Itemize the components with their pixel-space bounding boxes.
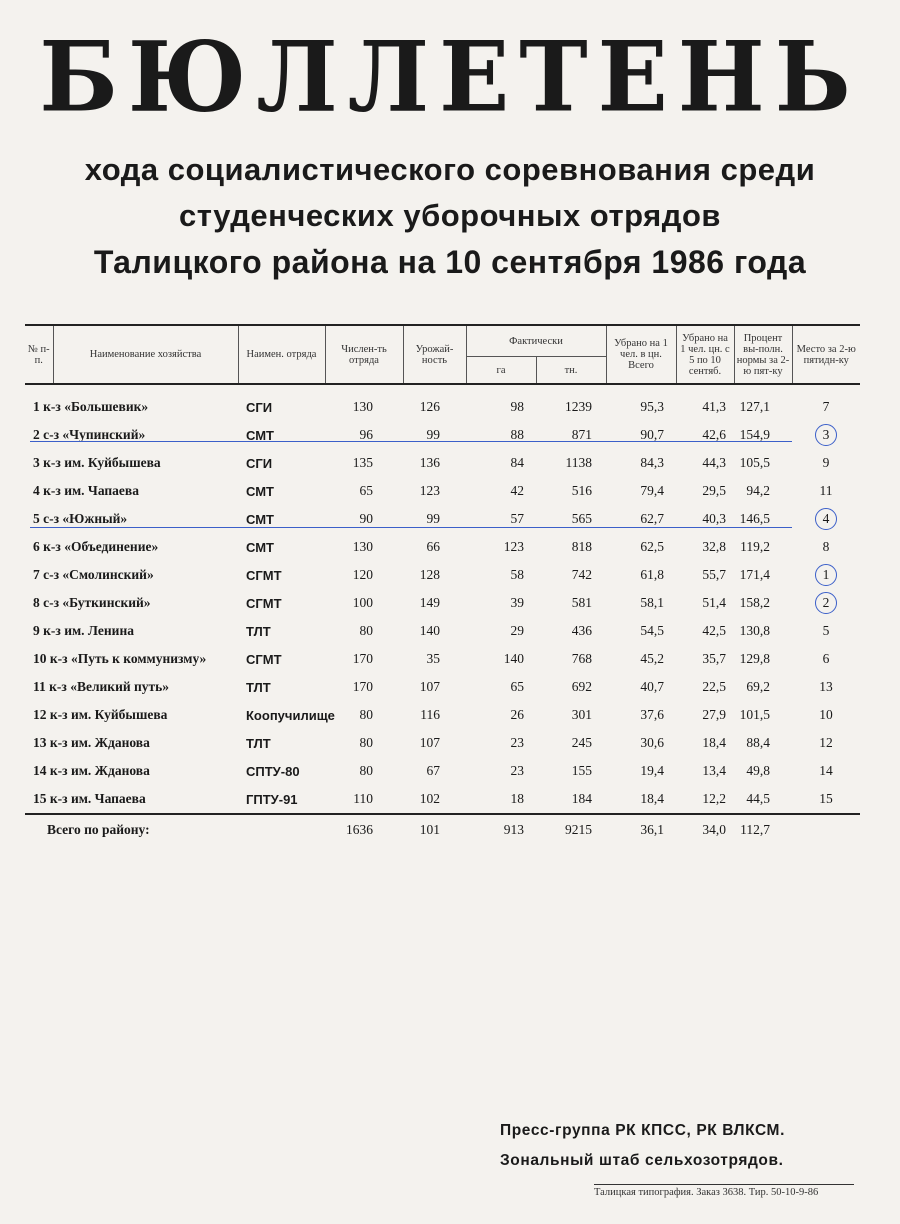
table-row xyxy=(25,673,860,701)
squad-size: 80 xyxy=(359,735,373,750)
actual-ha: 39 xyxy=(510,595,524,610)
table-row xyxy=(25,729,860,757)
actual-tn: 436 xyxy=(571,623,592,638)
table-header xyxy=(25,325,860,384)
table-row xyxy=(25,533,860,561)
table-row xyxy=(25,561,860,589)
footer-zonal-hq: Зональный штаб сельхозотрядов. xyxy=(500,1152,784,1169)
totals-row-group xyxy=(25,814,860,845)
table-row xyxy=(25,477,860,505)
table-row xyxy=(25,701,860,729)
actual-ha: 65 xyxy=(510,679,524,694)
actual-tn: 692 xyxy=(571,679,592,694)
place-circle-mark: 2 xyxy=(815,592,837,614)
squad-size: 90 xyxy=(359,511,373,526)
norm-percent: 101,5 xyxy=(739,707,770,722)
squad-size: 80 xyxy=(359,623,373,638)
header-per-person-5-10: Убрано на 1 чел. цн. с 5 по 10 сентяб. xyxy=(676,325,734,384)
yield-value: 123 xyxy=(419,483,440,498)
per-person-5-10: 29,5 xyxy=(702,483,726,498)
place-value: 12 xyxy=(819,735,833,750)
per-person-5-10: 35,7 xyxy=(702,651,726,666)
per-person-5-10: 42,6 xyxy=(702,427,726,442)
squad-name: СМТ xyxy=(246,539,274,555)
table-row xyxy=(25,589,860,617)
place-value: 10 xyxy=(819,707,833,722)
actual-tn: 301 xyxy=(571,707,592,722)
norm-percent: 171,4 xyxy=(739,567,770,582)
printing-imprint: Талицкая типография. Заказ 3638. Тир. 50-10-9-86 xyxy=(594,1184,854,1198)
place-value xyxy=(792,561,860,589)
yield-value: 126 xyxy=(419,399,440,414)
per-person-5-10: 13,4 xyxy=(702,763,726,778)
place-circle-mark: 1 xyxy=(815,564,837,586)
per-person-total: 84,3 xyxy=(640,455,664,470)
actual-ha: 57 xyxy=(510,511,524,526)
header-yield: Урожай-ность xyxy=(403,325,466,384)
squad-name: СГМТ xyxy=(246,595,282,611)
farm-name: 14 к-з им. Жданова xyxy=(33,763,150,778)
place-circle-mark: 4 xyxy=(815,508,837,530)
totals-row xyxy=(25,814,860,845)
squad-name: ГПТУ-91 xyxy=(246,791,298,807)
place-value: 8 xyxy=(822,539,830,554)
actual-tn: 516 xyxy=(571,483,592,498)
squad-name: СГИ xyxy=(246,455,273,471)
farm-name: 12 к-з им. Куйбышева xyxy=(33,707,168,722)
actual-ha: 98 xyxy=(510,399,524,414)
yield-value: 116 xyxy=(420,707,440,722)
actual-ha: 140 xyxy=(503,651,524,666)
per-person-total: 54,5 xyxy=(640,623,664,638)
table-row xyxy=(25,384,860,421)
place-value: 9 xyxy=(822,455,830,470)
farm-name: 2 с-з «Чупинский» xyxy=(33,427,146,442)
header-actual: Фактически xyxy=(466,325,606,357)
competition-table-wrapper xyxy=(25,324,860,845)
per-person-5-10: 22,5 xyxy=(702,679,726,694)
subtitle-line-2: студенческих уборочных отрядов xyxy=(179,198,721,233)
actual-tn: 1239 xyxy=(565,399,592,414)
totals-size: 1636 xyxy=(346,822,373,837)
norm-percent: 49,8 xyxy=(746,763,770,778)
per-person-total: 62,7 xyxy=(640,511,664,526)
squad-name: СГИ xyxy=(246,399,273,415)
per-person-5-10: 41,3 xyxy=(702,399,726,414)
place-value xyxy=(792,505,860,533)
table-row xyxy=(25,757,860,785)
header-place: Место за 2-ю пятидн-ку xyxy=(792,325,860,384)
subtitle-line-1: хода социалистического соревнования среди xyxy=(84,152,816,187)
per-person-total: 61,8 xyxy=(640,567,664,582)
norm-percent: 69,2 xyxy=(746,679,770,694)
squad-size: 135 xyxy=(352,455,373,470)
header-percent: Процент вы-полн. нормы за 2-ю пят-ку xyxy=(734,325,792,384)
actual-tn: 245 xyxy=(571,735,592,750)
actual-ha: 18 xyxy=(510,791,524,806)
actual-tn: 184 xyxy=(571,791,592,806)
squad-name: ТЛТ xyxy=(246,679,271,695)
per-person-5-10: 27,9 xyxy=(702,707,726,722)
farm-name: 10 к-з «Путь к коммунизму» xyxy=(33,651,207,666)
norm-percent: 88,4 xyxy=(746,735,770,750)
per-person-total: 30,6 xyxy=(640,735,664,750)
squad-size: 130 xyxy=(352,399,373,414)
norm-percent: 94,2 xyxy=(746,483,770,498)
farm-name: 7 с-з «Смолинский» xyxy=(33,567,154,582)
squad-size: 100 xyxy=(352,595,373,610)
table-row xyxy=(25,421,860,449)
squad-size: 130 xyxy=(352,539,373,554)
per-person-5-10: 42,5 xyxy=(702,623,726,638)
farm-name: 1 к-з «Большевик» xyxy=(33,399,149,414)
farm-name: 3 к-з им. Куйбышева xyxy=(33,455,161,470)
squad-size: 120 xyxy=(352,567,373,582)
squad-name: ТЛТ xyxy=(246,735,271,751)
actual-ha: 84 xyxy=(510,455,524,470)
totals-ha: 913 xyxy=(503,822,524,837)
actual-tn: 871 xyxy=(571,427,592,442)
actual-ha: 26 xyxy=(510,707,524,722)
header-farm: Наименование хозяйства xyxy=(53,325,238,384)
squad-name: СМТ xyxy=(246,511,274,527)
squad-size: 170 xyxy=(352,651,373,666)
yield-value: 128 xyxy=(419,567,440,582)
actual-tn: 818 xyxy=(571,539,592,554)
per-person-total: 19,4 xyxy=(640,763,664,778)
competition-table xyxy=(25,324,860,845)
totals-per-person-5-10: 34,0 xyxy=(702,822,726,837)
yield-value: 140 xyxy=(419,623,440,638)
table-row xyxy=(25,785,860,814)
header-ha: га xyxy=(466,357,536,385)
squad-name: СГМТ xyxy=(246,651,282,667)
norm-percent: 158,2 xyxy=(739,595,770,610)
totals-per-person-total: 36,1 xyxy=(640,822,664,837)
per-person-total: 40,7 xyxy=(640,679,664,694)
squad-name: СМТ xyxy=(246,483,274,499)
norm-percent: 127,1 xyxy=(739,399,770,414)
per-person-total: 58,1 xyxy=(640,595,664,610)
per-person-5-10: 18,4 xyxy=(702,735,726,750)
squad-name: СПТУ-80 xyxy=(246,763,300,779)
norm-percent: 146,5 xyxy=(739,511,770,526)
actual-tn: 581 xyxy=(571,595,592,610)
squad-size: 96 xyxy=(359,427,373,442)
actual-ha: 29 xyxy=(510,623,524,638)
squad-size: 110 xyxy=(353,791,373,806)
actual-tn: 565 xyxy=(571,511,592,526)
per-person-total: 95,3 xyxy=(640,399,664,414)
place-circle-mark: 3 xyxy=(815,424,837,446)
yield-value: 35 xyxy=(426,651,440,666)
yield-value: 149 xyxy=(419,595,440,610)
norm-percent: 130,8 xyxy=(739,623,770,638)
farm-name: 5 с-з «Южный» xyxy=(33,511,128,526)
squad-name: СМТ xyxy=(246,427,274,443)
yield-value: 99 xyxy=(426,511,440,526)
place-value: 14 xyxy=(819,763,833,778)
actual-ha: 23 xyxy=(510,763,524,778)
per-person-5-10: 32,8 xyxy=(702,539,726,554)
bulletin-title: БЮЛЛЕТЕНЬ xyxy=(39,20,861,134)
per-person-total: 79,4 xyxy=(640,483,664,498)
per-person-5-10: 44,3 xyxy=(702,455,726,470)
squad-name: Коопучилище xyxy=(246,707,335,723)
pen-underline-row-2 xyxy=(30,441,792,442)
place-value: 11 xyxy=(819,483,833,498)
header-tn: тн. xyxy=(536,357,606,385)
table-row xyxy=(25,505,860,533)
norm-percent: 154,9 xyxy=(739,427,770,442)
actual-tn: 742 xyxy=(571,567,592,582)
farm-name: 13 к-з им. Жданова xyxy=(33,735,150,750)
header-per-person-total: Убрано на 1 чел. в цн. Всего xyxy=(606,325,676,384)
per-person-total: 62,5 xyxy=(640,539,664,554)
per-person-total: 90,7 xyxy=(640,427,664,442)
actual-ha: 58 xyxy=(510,567,524,582)
footer-press-group: Пресс-группа РК КПСС, РК ВЛКСМ. xyxy=(500,1122,785,1139)
squad-name: СГМТ xyxy=(246,567,282,583)
place-value xyxy=(792,421,860,449)
header-squad: Наимен. отряда xyxy=(238,325,325,384)
per-person-total: 45,2 xyxy=(640,651,664,666)
squad-name: ТЛТ xyxy=(246,623,271,639)
norm-percent: 129,8 xyxy=(739,651,770,666)
per-person-5-10: 51,4 xyxy=(702,595,726,610)
yield-value: 136 xyxy=(419,455,440,470)
yield-value: 67 xyxy=(426,763,440,778)
yield-value: 107 xyxy=(419,735,440,750)
actual-ha: 88 xyxy=(510,427,524,442)
place-value xyxy=(792,589,860,617)
squad-size: 170 xyxy=(352,679,373,694)
yield-value: 102 xyxy=(419,791,440,806)
table-body xyxy=(25,384,860,814)
farm-name: 4 к-з им. Чапаева xyxy=(33,483,139,498)
squad-size: 80 xyxy=(359,763,373,778)
actual-ha: 42 xyxy=(510,483,524,498)
totals-percent: 112,7 xyxy=(740,822,770,837)
farm-name: 8 с-з «Буткинский» xyxy=(33,595,151,610)
header-size: Числен-ть отряда xyxy=(325,325,403,384)
yield-value: 99 xyxy=(426,427,440,442)
farm-name: 9 к-з им. Ленина xyxy=(33,623,134,638)
actual-tn: 1138 xyxy=(565,455,592,470)
place-value: 6 xyxy=(822,651,830,666)
totals-place-empty xyxy=(792,814,860,845)
table-row xyxy=(25,645,860,673)
farm-name: 11 к-з «Великий путь» xyxy=(33,679,170,694)
per-person-5-10: 55,7 xyxy=(702,567,726,582)
pen-underline-row-5 xyxy=(30,527,792,528)
table-row xyxy=(25,617,860,645)
subtitle-line-3: Талицкого района на 10 сентября 1986 года xyxy=(93,244,807,280)
actual-tn: 768 xyxy=(571,651,592,666)
place-value: 5 xyxy=(822,623,830,638)
squad-size: 80 xyxy=(359,707,373,722)
totals-tn: 9215 xyxy=(565,822,592,837)
header-no: № п-п. xyxy=(27,343,50,366)
per-person-5-10: 12,2 xyxy=(702,791,726,806)
place-value: 7 xyxy=(822,399,830,414)
yield-value: 66 xyxy=(426,539,440,554)
actual-ha: 123 xyxy=(503,539,524,554)
per-person-total: 37,6 xyxy=(640,707,664,722)
norm-percent: 44,5 xyxy=(746,791,770,806)
per-person-total: 18,4 xyxy=(640,791,664,806)
totals-label: Всего по району: xyxy=(47,822,150,837)
actual-ha: 23 xyxy=(510,735,524,750)
yield-value: 107 xyxy=(419,679,440,694)
totals-yield: 101 xyxy=(419,822,440,837)
actual-tn: 155 xyxy=(571,763,592,778)
table-row xyxy=(25,449,860,477)
per-person-5-10: 40,3 xyxy=(702,511,726,526)
place-value: 15 xyxy=(819,791,833,806)
norm-percent: 119,2 xyxy=(740,539,770,554)
squad-size: 65 xyxy=(359,483,373,498)
norm-percent: 105,5 xyxy=(739,455,770,470)
farm-name: 15 к-з им. Чапаева xyxy=(33,791,146,806)
farm-name: 6 к-з «Объединение» xyxy=(33,539,159,554)
place-value: 13 xyxy=(819,679,833,694)
